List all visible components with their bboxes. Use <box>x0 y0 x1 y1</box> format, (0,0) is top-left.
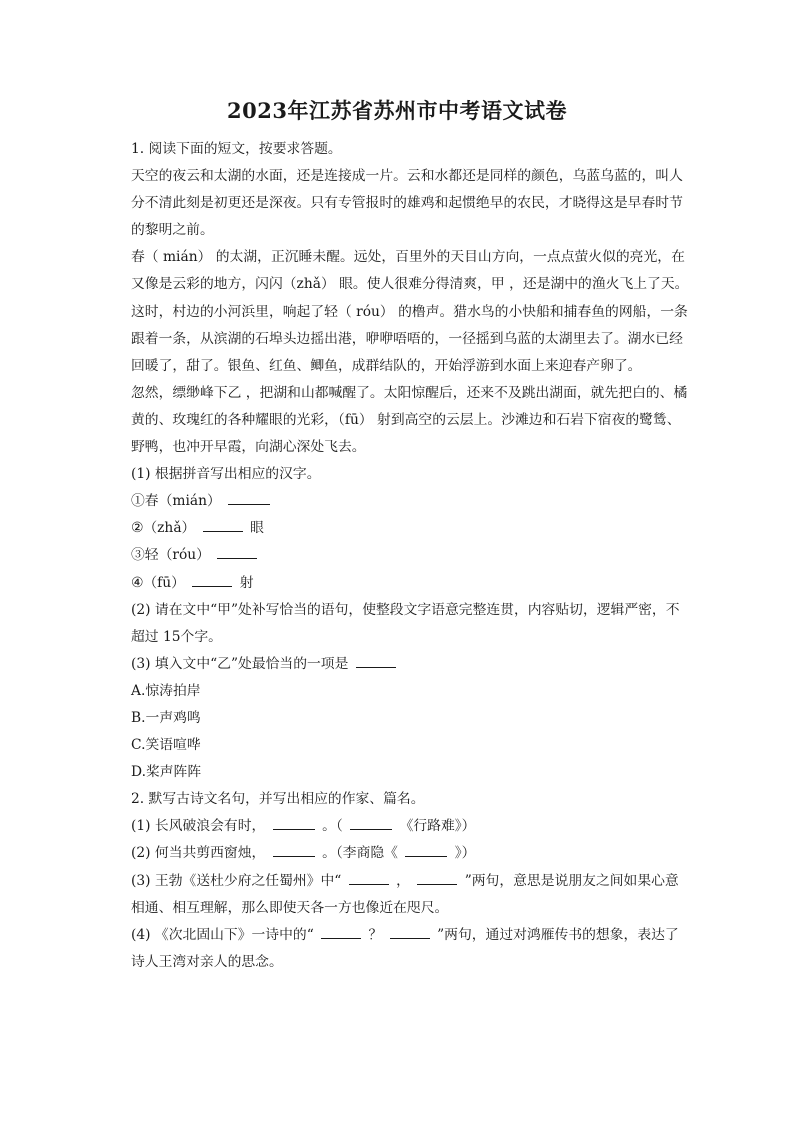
page-title: 2023年江苏省苏州市中考语文试卷 <box>227 98 567 123</box>
poem-item-2 <box>131 840 695 867</box>
exam-body <box>131 136 695 976</box>
pinyin-item-4 <box>131 570 695 597</box>
answer-blank[interactable] <box>321 926 361 939</box>
pinyin-item-label: ①春（mián） <box>131 493 221 510</box>
answer-blank[interactable] <box>390 926 430 939</box>
sub-question-1: (1) 根据拼音写出相应的汉字。 <box>131 466 321 483</box>
answer-blank[interactable] <box>192 574 232 587</box>
answer-blank[interactable] <box>356 655 396 668</box>
poem-text: (3) 王勃《送杜少府之任蜀州》中“ <box>131 872 342 889</box>
answer-blank[interactable] <box>350 817 392 830</box>
pinyin-item-label: ③轻（róu） <box>131 547 210 564</box>
poem-text: (4) 《次北固山下》一诗中的“ <box>131 926 314 943</box>
passage-line: 忽然，缥缈峰下乙 ，把湖和山都喊醒了。太阳惊醒后，还来不及跳出湖面，就先把白的、橘 <box>131 384 688 401</box>
option-c: C.笑语喧哗 <box>131 737 201 754</box>
poem-text: 。（ <box>322 818 343 835</box>
pinyin-item-2 <box>131 515 695 542</box>
reading-passage <box>131 163 695 461</box>
passage-line: 又像是云彩的地方，闪闪（zhǎ） 眼。使人很难分得清爽，甲 ，还是湖中的渔火飞上了天。 <box>131 276 689 293</box>
poem-text: ”两句，意思是说朋友之间如果心意 <box>464 872 679 889</box>
pinyin-item-label: ②（zhǎ） <box>131 520 196 537</box>
poem-item-3 <box>131 868 695 895</box>
question-1-heading: 1. 阅读下面的短文，按要求答题。 <box>131 141 342 157</box>
option-a: A.惊涛拍岸 <box>131 682 201 699</box>
passage-line: 野鸭，也冲开早霞，向湖心深处飞去。 <box>131 439 366 456</box>
passage-line: 的黎明之前。 <box>131 222 214 239</box>
answer-blank[interactable] <box>417 872 457 885</box>
poem-text: 。（李商隐《 <box>322 845 398 862</box>
answer-blank[interactable] <box>273 844 315 857</box>
poem-item-3-cont: 相通、相互理解，那么即使天各一方也像近在咫尺。 <box>131 899 449 916</box>
sub-question-3 <box>131 651 695 678</box>
answer-blank[interactable] <box>349 872 389 885</box>
poem-item-4 <box>131 922 695 949</box>
poem-text: ？ <box>368 926 383 943</box>
passage-line: 天空的夜云和太湖的水面，还是连接成一片。云和水都还是同样的颜色，乌蓝乌蓝的，叫人 <box>131 168 683 185</box>
pinyin-item-3 <box>131 542 695 569</box>
pinyin-item-suffix: 射 <box>239 574 254 591</box>
answer-blank[interactable] <box>217 546 257 559</box>
option-b: B.一声鸡鸣 <box>131 709 201 726</box>
poem-item-4-cont: 诗人王湾对亲人的思念。 <box>131 953 283 970</box>
answer-blank[interactable] <box>203 519 243 532</box>
passage-line: 春（ mián） 的太湖，正沉睡未醒。远处，百里外的天目山方向，一点点萤火似的亮光，在 <box>131 249 685 266</box>
pinyin-item-suffix: 眼 <box>250 520 264 537</box>
poem-text: (1) 长风破浪会有时， <box>131 818 266 835</box>
poem-text: 《行路难》） <box>399 818 476 835</box>
passage-line: 分不清此刻是初更还是深夜。只有专管报时的雄鸡和起惯绝早的农民，才晓得这是早春时节 <box>131 195 683 212</box>
sub-question-2-cont: 超过 15个字。 <box>131 628 222 645</box>
pinyin-item-label: ④（fū） <box>131 574 185 591</box>
poem-text: ”两句，通过对鸿雁传书的想象，表达了 <box>437 926 679 943</box>
poem-text: ， <box>396 872 410 889</box>
passage-line: 黄的、玫瑰红的各种耀眼的光彩，（fū） 射到高空的云层上。沙滩边和石岩下宿夜的鹭鸶、 <box>131 411 681 428</box>
sub-question-3-prompt: (3) 填入文中“乙”处最恰当的一项是 <box>131 655 349 672</box>
passage-line: 跟着一条，从滨湖的石埠头边摇出港，咿咿唔唔的，一径摇到乌蓝的太湖里去了。湖水已经 <box>131 330 683 347</box>
answer-blank[interactable] <box>405 844 447 857</box>
poem-item-1 <box>131 813 695 840</box>
answer-blank[interactable] <box>228 492 270 505</box>
pinyin-item-1 <box>131 488 695 515</box>
option-d: D.桨声阵阵 <box>131 764 202 781</box>
poem-text: (2) 何当共剪西窗烛， <box>131 845 266 862</box>
answer-blank[interactable] <box>273 817 315 830</box>
question-2-heading: 2. 默写古诗文名句，并写出相应的作家、篇名。 <box>131 791 425 808</box>
sub-question-2: (2) 请在文中“甲”处补写恰当的语句，使整段文字语意完整连贯，内容贴切，逻辑严密，不 <box>131 601 680 618</box>
passage-line: 回暖了，甜了。银鱼、红鱼、鲫鱼，成群结队的，开始浮游到水面上来迎春产卵了。 <box>131 357 642 374</box>
passage-line: 这时，村边的小河浜里，响起了轻（ róu） 的橹声。猎水鸟的小快船和捕春鱼的网船，一条 <box>131 303 688 320</box>
poem-text: 》） <box>454 845 476 862</box>
